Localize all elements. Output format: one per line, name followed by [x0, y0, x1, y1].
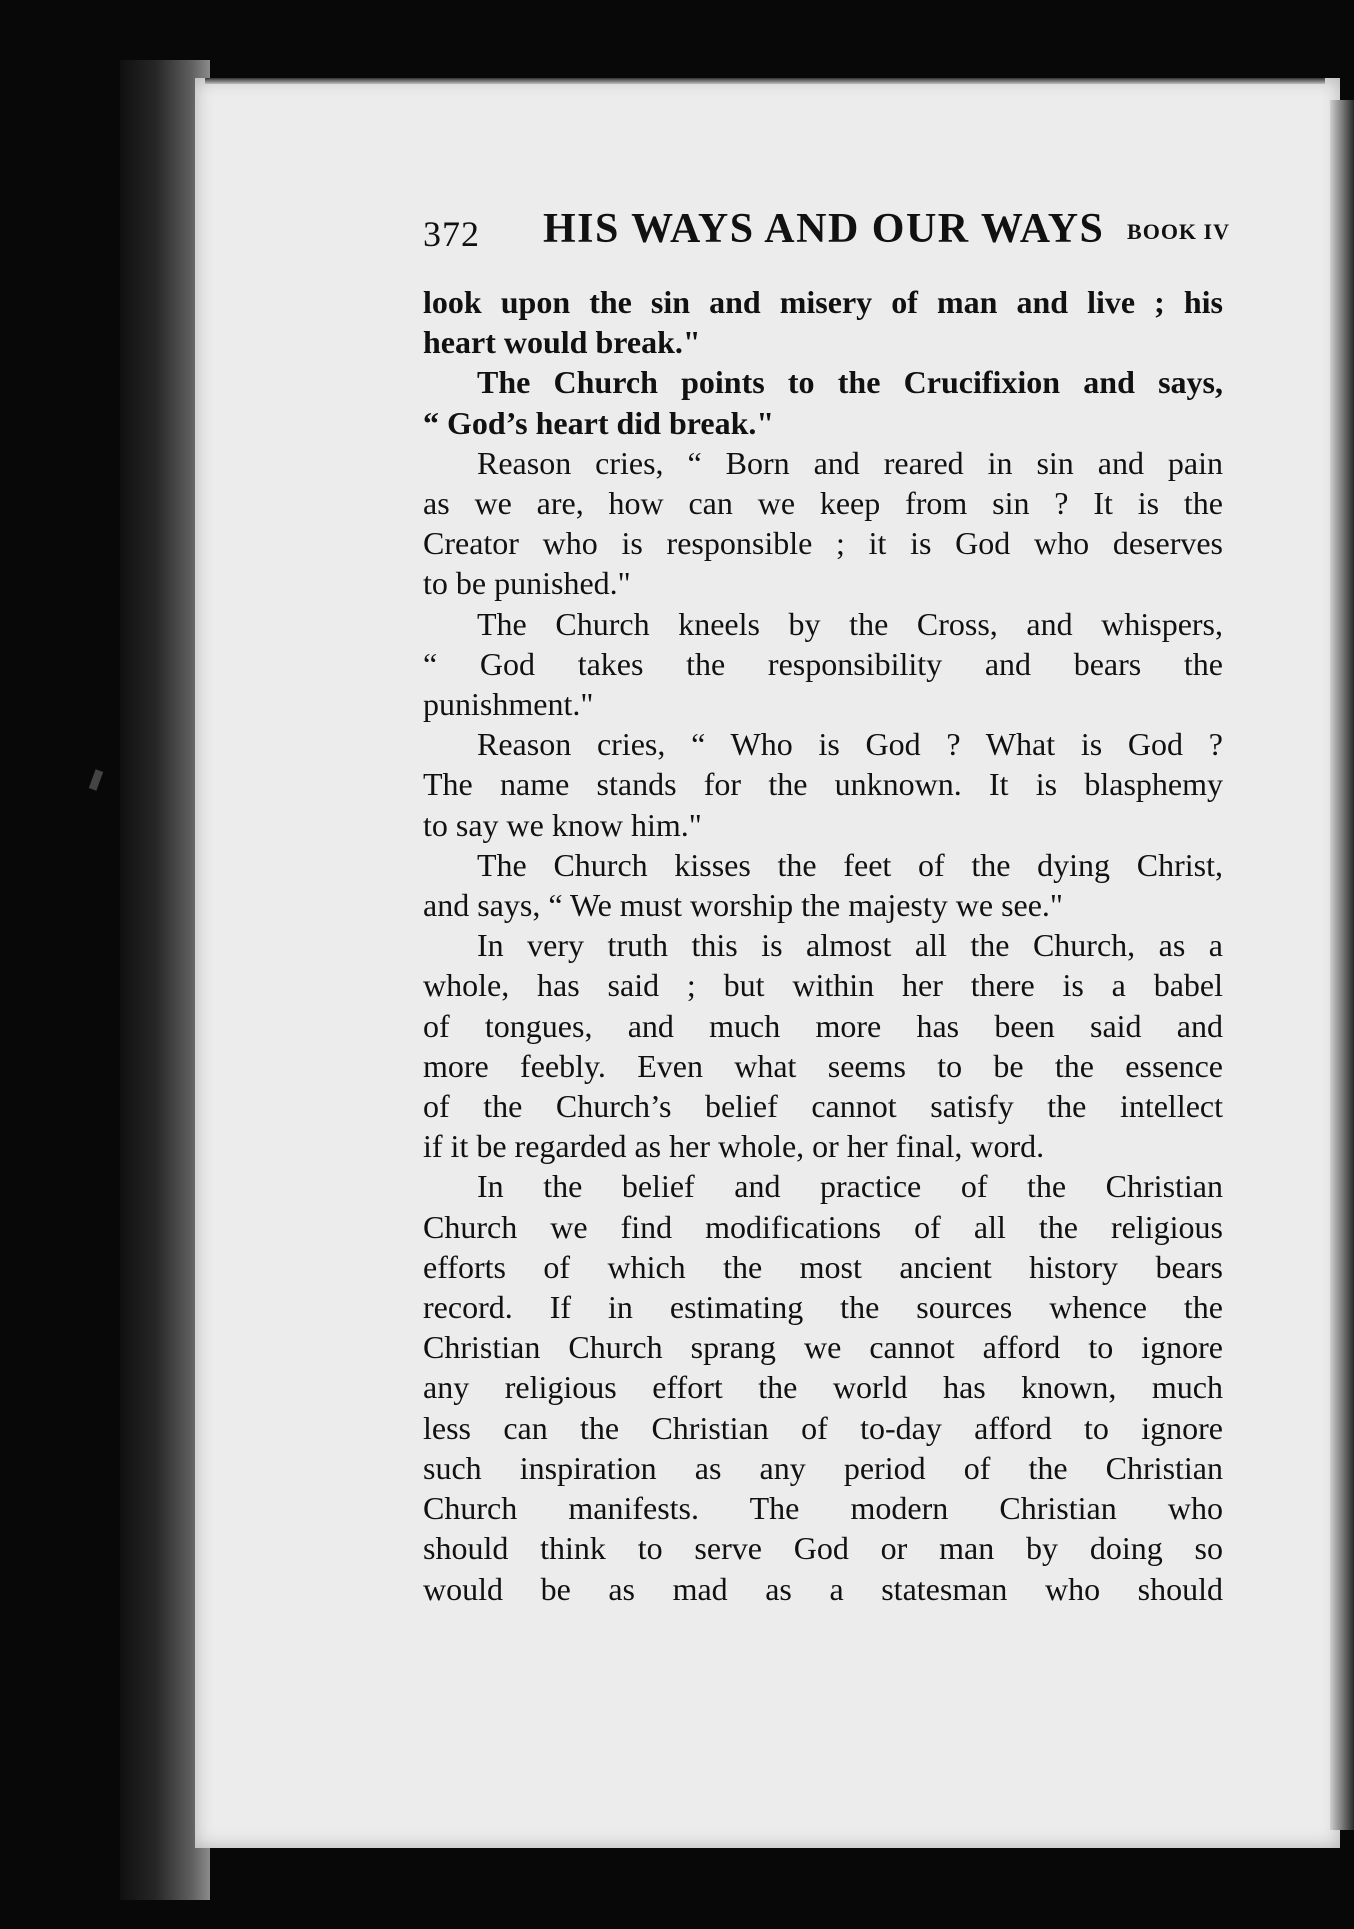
running-header: [423, 205, 1230, 265]
text-line: and says, “ We must worship the majesty we see.": [423, 887, 1063, 924]
book-label: BOOK IV: [1127, 219, 1230, 244]
text-line: of tongues, and much more has been said and: [423, 1007, 1223, 1044]
text-line: “ God takes the responsibility and bears the: [423, 645, 1223, 682]
text-line: Church we find modifications of all the religious: [423, 1208, 1223, 1245]
text-line: Reason cries, “ Born and reared in sin and pain: [477, 444, 1223, 481]
scan-speck: [89, 769, 103, 791]
text-line: The Church points to the Crucifixion and says,: [477, 364, 1223, 401]
text-line: look upon the sin and misery of man and live ; his: [423, 284, 1223, 320]
text-line: of the Church’s belief cannot satisfy the intellect: [423, 1088, 1223, 1125]
text-line: record. If in estimating the sources whence the: [423, 1289, 1223, 1326]
text-line: Church manifests. The modern Christian who: [423, 1490, 1223, 1527]
text-line: In the belief and practice of the Christian: [477, 1168, 1223, 1205]
text-line: whole, has said ; but within her there is a babel: [423, 967, 1223, 1004]
text-line: efforts of which the most ancient history bears: [423, 1248, 1223, 1285]
page-top-edge: [205, 78, 1325, 84]
text-line: any religious effort the world has known, much: [423, 1369, 1223, 1406]
text-line: Christian Church sprang we cannot afford to ignore: [423, 1329, 1223, 1366]
text-line: The name stands for the unknown. It is blasphemy: [423, 766, 1223, 803]
text-line: The Church kisses the feet of the dying Christ,: [477, 846, 1223, 883]
text-line: Creator who is responsible ; it is God who deserves: [423, 525, 1223, 562]
page-number: 372: [423, 214, 480, 254]
text-line: to say we know him.": [423, 806, 702, 843]
text-line: would be as mad as a statesman who should: [423, 1570, 1223, 1607]
text-line: such inspiration as any period of the Christian: [423, 1449, 1223, 1486]
text-line: if it be regarded as her whole, or her final, word.: [423, 1128, 1045, 1165]
text-line: more feebly. Even what seems to be the essence: [423, 1047, 1223, 1084]
text-line: In very truth this is almost all the Church, as a: [477, 927, 1223, 964]
text-line: “ God’s heart did break.": [423, 404, 775, 441]
text-line: to be punished.": [423, 565, 631, 602]
running-title: HIS WAYS AND OUR WAYS: [543, 206, 1105, 252]
text-line: as we are, how can we keep from sin ? It is the: [423, 485, 1223, 522]
body-text: [423, 282, 1223, 1609]
page-right-edge: [1330, 100, 1354, 1830]
text-line: Reason cries, “ Who is God ? What is God ?: [477, 726, 1223, 763]
text-line: heart would break.": [423, 324, 701, 361]
text-line: The Church kneels by the Cross, and whispers,: [477, 605, 1223, 642]
text-line: should think to serve God or man by doing so: [423, 1530, 1223, 1567]
text-line: punishment.": [423, 686, 594, 723]
text-line: less can the Christian of to-day afford to ignore: [423, 1409, 1223, 1446]
